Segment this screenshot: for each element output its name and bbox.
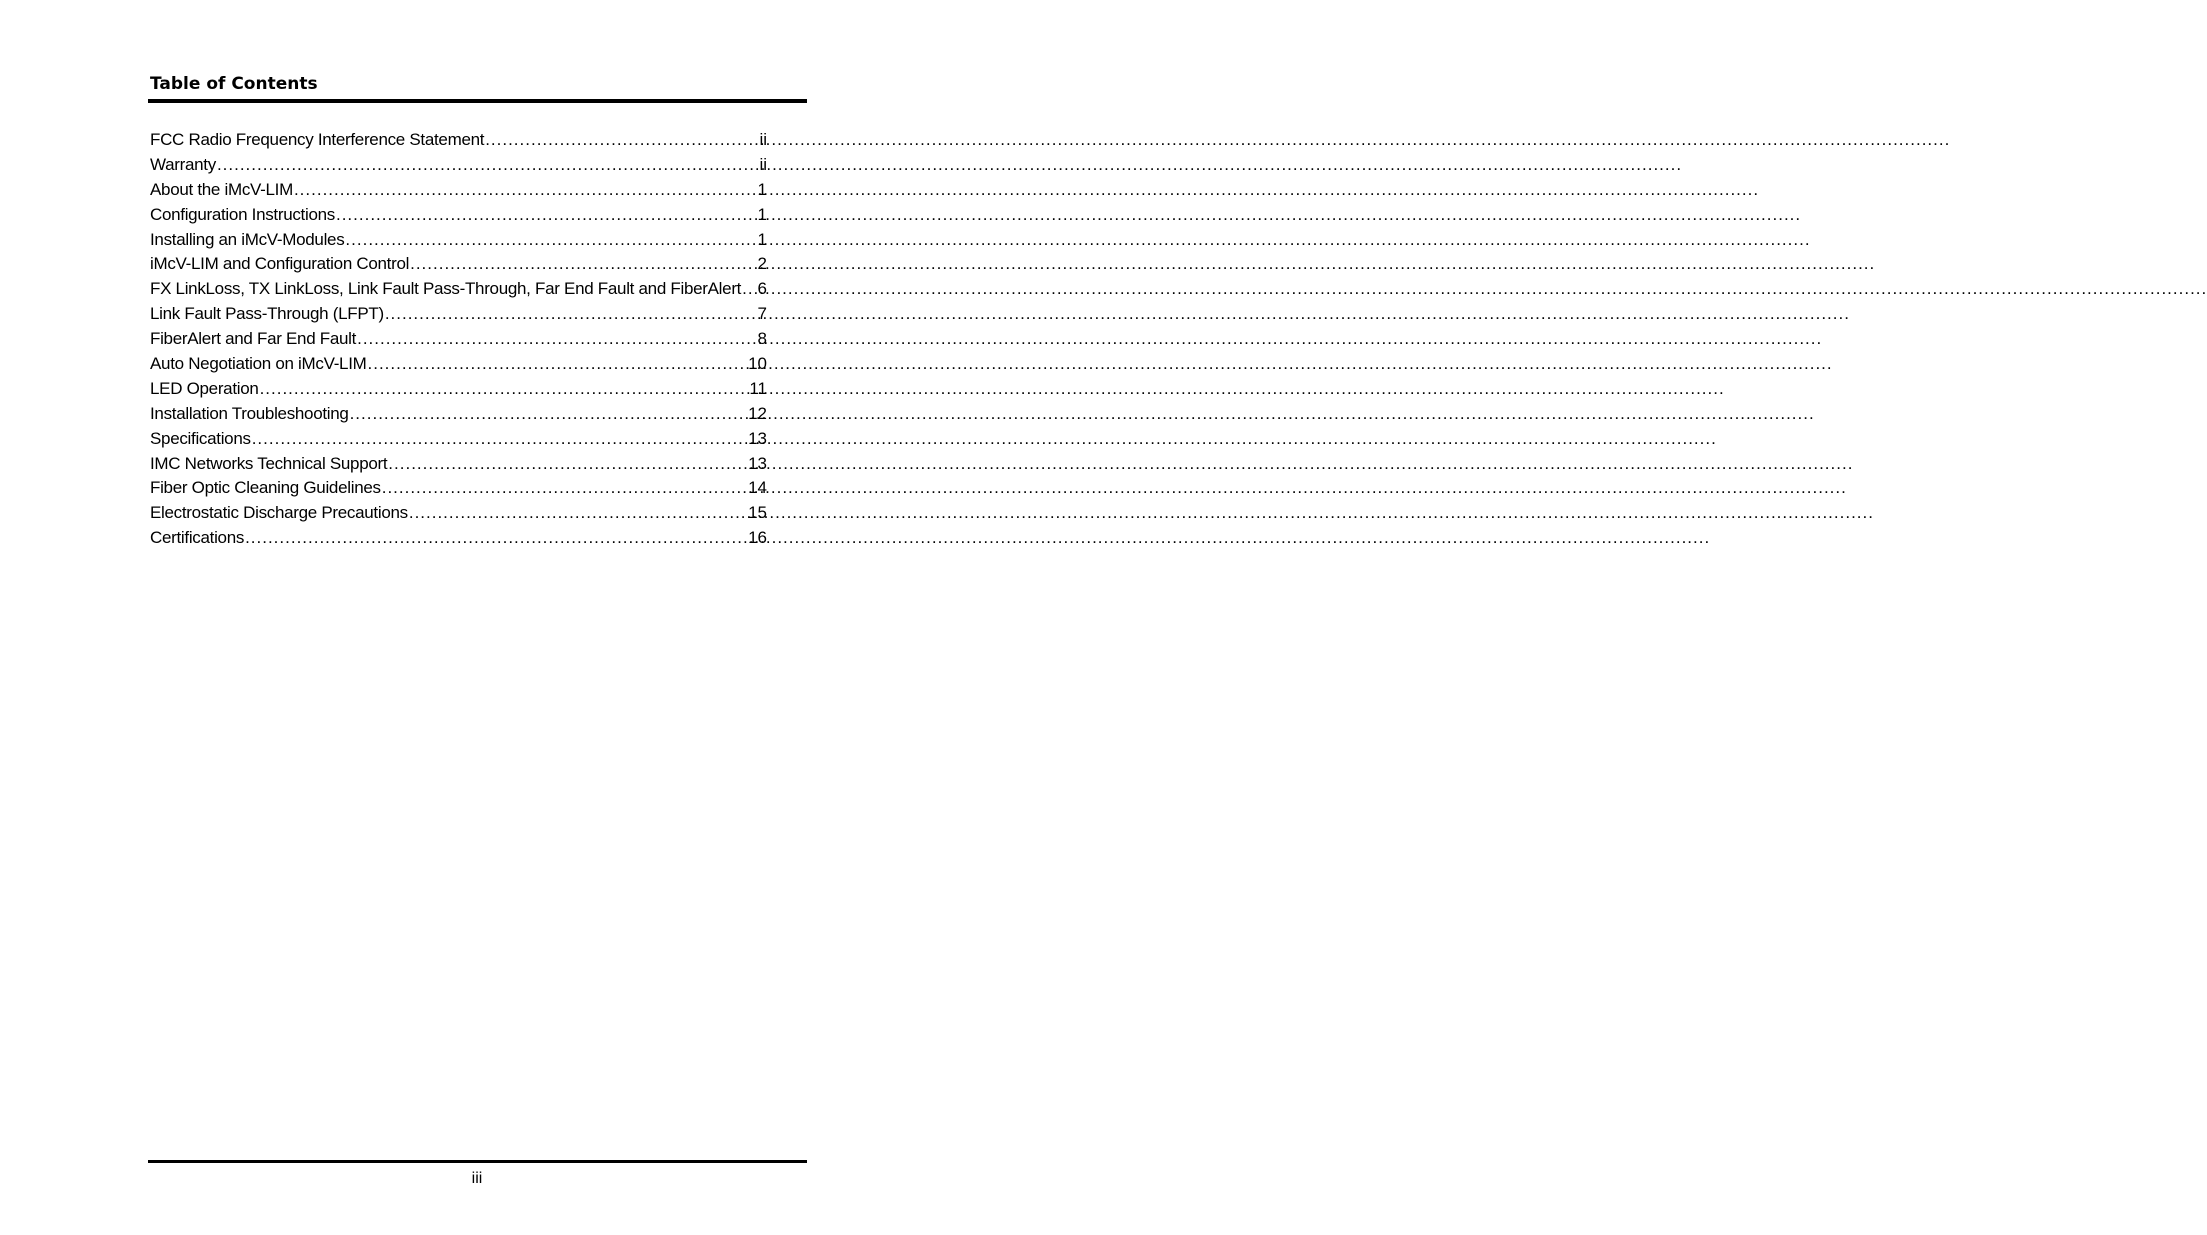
toc-entry[interactable]: [150, 476, 767, 501]
toc-entry-page: 8: [757, 329, 767, 349]
toc-entry-title: iMcV-LIM and Configuration Control: [150, 254, 410, 274]
toc-dot-leader: [410, 252, 756, 276]
document-page: [0, 0, 954, 1235]
toc-entry[interactable]: [150, 526, 767, 551]
toc-entry-title: Certifications: [150, 528, 245, 548]
toc-entry-page: 13: [748, 453, 767, 473]
toc-entry-title: Fiber Optic Cleaning Guidelines: [150, 478, 381, 498]
toc-dot-leader: [245, 526, 747, 550]
toc-entry-title: FiberAlert and Far End Fault: [150, 329, 357, 349]
toc-entry-title: About the iMcV-LIM: [150, 179, 293, 199]
toc-dot-leader: [217, 153, 759, 177]
toc-entry[interactable]: [150, 352, 767, 377]
table-of-contents: [150, 128, 767, 551]
toc-entry-page: 15: [748, 503, 767, 523]
toc-entry[interactable]: [150, 427, 767, 452]
toc-entry[interactable]: [150, 302, 767, 327]
toc-entry[interactable]: [150, 327, 767, 352]
toc-entry-page: 1: [757, 204, 767, 224]
toc-dot-leader: [345, 228, 756, 252]
toc-entry[interactable]: [150, 452, 767, 477]
toc-entry-page: 7: [757, 304, 767, 324]
toc-dot-leader: [357, 327, 756, 351]
toc-entry[interactable]: [150, 252, 767, 277]
toc-entry[interactable]: [150, 178, 767, 203]
page-title: Table of Contents: [150, 74, 318, 94]
toc-entry-page: 6: [757, 279, 767, 299]
toc-entry-page: ii: [759, 130, 767, 149]
toc-entry-title: IMC Networks Technical Support: [150, 453, 388, 473]
toc-entry-title: Auto Negotiation on iMcV-LIM: [150, 354, 367, 374]
toc-entry[interactable]: [150, 128, 767, 153]
toc-dot-leader: [294, 178, 757, 202]
toc-dot-leader: [409, 501, 747, 525]
toc-entry[interactable]: [150, 228, 767, 253]
toc-entry-title: Configuration Instructions: [150, 204, 335, 224]
toc-dot-leader: [368, 352, 748, 376]
toc-entry-page: 14: [748, 478, 767, 498]
toc-dot-leader: [742, 277, 756, 301]
toc-entry-page: 12: [748, 403, 767, 423]
toc-entry-title: FCC Radio Frequency Interference Statement: [150, 130, 485, 149]
toc-entry[interactable]: [150, 377, 767, 402]
toc-entry-page: ii: [759, 154, 767, 174]
toc-entry[interactable]: [150, 153, 767, 178]
toc-entry[interactable]: [150, 501, 767, 526]
toc-dot-leader: [336, 203, 757, 227]
toc-entry-title: Installing an iMcV-Modules: [150, 229, 345, 249]
toc-entry-page: 11: [749, 378, 767, 398]
toc-entry-page: 16: [748, 528, 767, 548]
toc-dot-leader: [350, 402, 748, 426]
toc-entry-page: 1: [757, 229, 767, 249]
toc-entry-title: Installation Troubleshooting: [150, 403, 349, 423]
toc-entry-title: FX LinkLoss, TX LinkLoss, Link Fault Pass-Through, Far End Fault and FiberAlert: [150, 279, 742, 299]
header-divider: [148, 99, 807, 103]
footer-divider: [148, 1160, 807, 1163]
toc-entry-title: Specifications: [150, 428, 251, 448]
toc-dot-leader: [385, 302, 757, 326]
toc-entry-title: Link Fault Pass-Through (LFPT): [150, 304, 384, 324]
toc-entry-title: Warranty: [150, 154, 216, 174]
toc-entry[interactable]: [150, 402, 767, 427]
toc-entry-title: LED Operation: [150, 378, 259, 398]
toc-dot-leader: [260, 377, 749, 401]
toc-dot-leader: [252, 427, 747, 451]
toc-entry[interactable]: [150, 277, 767, 302]
toc-entry-title: Electrostatic Discharge Precautions: [150, 503, 408, 523]
toc-entry-page: 2: [757, 254, 767, 274]
page-number: iii: [471, 1170, 483, 1187]
toc-entry-page: 13: [748, 428, 767, 448]
toc-dot-leader: [382, 476, 747, 500]
toc-dot-leader: [485, 128, 758, 152]
toc-dot-leader: [388, 452, 747, 476]
toc-entry[interactable]: [150, 203, 767, 228]
toc-entry-page: 1: [757, 179, 767, 199]
toc-entry-page: 10: [748, 354, 767, 374]
